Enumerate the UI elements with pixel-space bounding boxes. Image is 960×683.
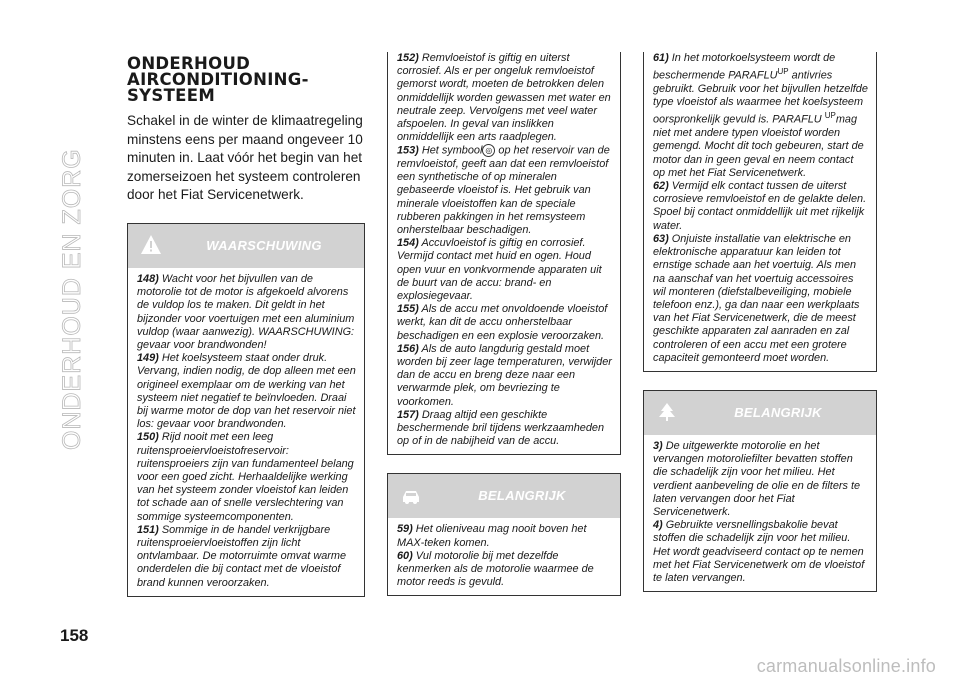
side-section-title: ONDERHOUD EN ZORG [58,148,86,450]
page-number: 158 [60,626,89,645]
column-2 [387,52,621,596]
warning-triangle-icon [140,234,162,261]
warning-header [128,224,364,268]
warning-item: 149) Het koelsysteem staat onder druk. Vervang, indien nodig, de dop alleen met een origineel exemplaar om de werking van het systeem niet negatief te beïnvloeden. Draai bij warme motor de dop van het reservoir niet los: gevaar voor brandwonden. [137,352,356,431]
warning-continued [387,52,621,455]
environment-body [644,435,876,591]
brake-fluid-symbol-icon: ◎ [482,144,495,157]
warning-item: 151) Sommige in de handel verkrijgbare ruitensproeiervloeistoffen zijn licht ontvlambaar. De motorruimte omvat warme onderdelen die bij contact met de vloeistof brand kunnen veroorzaken. [137,523,347,589]
car-service-icon [400,484,422,511]
warning-item: 150) Rijd nooit met een leeg ruitensproeiervloeistofreservoir: ruitensproeiers zijn van fundamenteel belang voor een goed zicht. Herhaaldelijke werking van het systeem zonder vloeistof kan leiden tot schade aan of snelle verslechtering van sommige systeemcomponenten. [137,431,354,523]
section-heading [127,56,365,104]
heading-line: ONDERHOUD [127,54,251,73]
column-1 [127,52,365,597]
important-box [387,473,621,596]
important-item: 61) In het motorkoelsysteem wordt de beschermende $PARAFLU^{UP}$ antivries gebruikt. Gebruik voor het bijvullen hetzelfde type vloeistof als waarmee het koelsysteem oorspronkelijk gevuld is. PARAFLU $^{UP}$mag niet met andere typen vloeistof worden gemengd. Mocht dit toch gebeuren, start de motor dan in geen geval en neem contact op met het Fiat Servicenetwerk. [653,52,868,179]
warning-item: 152) Remvloeistof is giftig en uiterst corrosief. Als er per ongeluk remvloeistof gemorst wordt, moeten de betrokken delen onmiddellijk worden gewassen met water en neutrale zeep. Vervolgens met veel water afspoelen. In geval van inslikken onmiddellijk een arts raadplegen. [397,52,611,144]
important-item: 60) Vul motorolie bij met dezelfde kenmerken als de motorolie waarmee de motor reeds is gevuld. [397,549,594,589]
watermark: carmanualsonline.info [756,656,936,676]
environment-item: 4) Gebruikte versnellingsbakolie bevat stoffen die schadelijk zijn voor het milieu. Het wordt geadviseerd contact op te nemen met het Fiat Servicenetwerk om de vloeistof te laten vervangen. [653,519,865,584]
heading-line: SYSTEEM [127,86,216,105]
environment-box [643,390,877,592]
important-item: 62) Vermijd elk contact tussen de uiterst corrosieve remvloeistof en de gelakte delen. Spoel bij contact onmiddellijk uit met rijkelijk water. [653,180,867,232]
warning-body [128,268,364,596]
intro-paragraph: Schakel in de winter de klimaatregeling minstens eens per maand ongeveer 10 minuten in. Laat vóór het begin van het zomerseizoen het systeem controleren door het Fiat Servicenetwerk. [127,113,363,203]
warning-item: 148) Wacht voor het bijvullen van de motorolie tot de motor is afgekoeld alvorens de vuldop los te maken. Dit geldt in het bijzonder voor voertuigen met een aluminium vuldop (waar aanwezig). WAARSCHUWING: gevaar voor brandwonden! [137,272,355,351]
warning-item: 153) Het symbool ◎ op het reservoir van de remvloeistof, geeft aan dat een remvloeistof een synthetische of op mineralen gebaseerde vloeistof is. Het gebruik van minerale vloeistoffen kan de speciale rubberen pakkingen in het remsysteem onherstelbaar beschadigen. [397,144,610,237]
warning-item: 154) Accuvloeistof is giftig en corrosief. Vermijd contact met huid en ogen. Houd open vuur en vonkvormende apparaten uit de buurt van de accu: brand- en explosiegevaar. [397,237,602,303]
important-body [388,518,620,595]
environment-title: BELANGRIJK [734,404,822,420]
warning-title: WAARSCHUWING [206,237,322,253]
environment-header [644,391,876,435]
important-title: BELANGRIJK [478,488,566,504]
heading-line: AIRCONDITIONING- [127,70,309,89]
warning-box [127,223,365,597]
important-header [388,474,620,518]
column-3 [643,52,877,592]
important-item: 63) Onjuiste installatie van elektrische en elektronische apparatuur kan leiden tot ernstige schade aan het voertuig. Als men na aanschaf van het voertuig accessoires wil monteren (diefstalbeveiliging, mobiele telefoon enz.), ga dan naar een werkplaats van het Fiat Servicenetwerk, die de meest geschikte apparaten zal aanraden en zal controleren of een accu met een grotere capaciteit gemonteerd moet worden. [653,232,860,364]
warning-item: 155) Als de accu met onvoldoende vloeistof werkt, kan dit de accu onherstelbaar beschadigen en een explosie veroorzaken. [397,303,608,342]
warning-item: 156) Als de auto langdurig gestald moet worden bij zeer lage temperaturen, verwijder dan de accu en breng deze naar een verwarmde plek, om bevriezing te voorkomen. [397,342,612,408]
environment-item: 3) De uitgewerkte motorolie en het vervangen motoroliefilter bevatten stoffen die schadelijk zijn voor het milieu. Het verdient aanbeveling de olie en de filters te laten vervangen door het Fiat Servicenetwerk. [653,439,861,518]
important-continued [643,52,877,372]
important-item: 59) Het olieniveau mag nooit boven het MAX-teken komen. [397,523,587,549]
warning-item: 157) Draag altijd een geschikte beschermende bril tijdens werkzaamheden op of in de nabijheid van de accu. [397,408,605,448]
tree-environment-icon [656,401,678,428]
